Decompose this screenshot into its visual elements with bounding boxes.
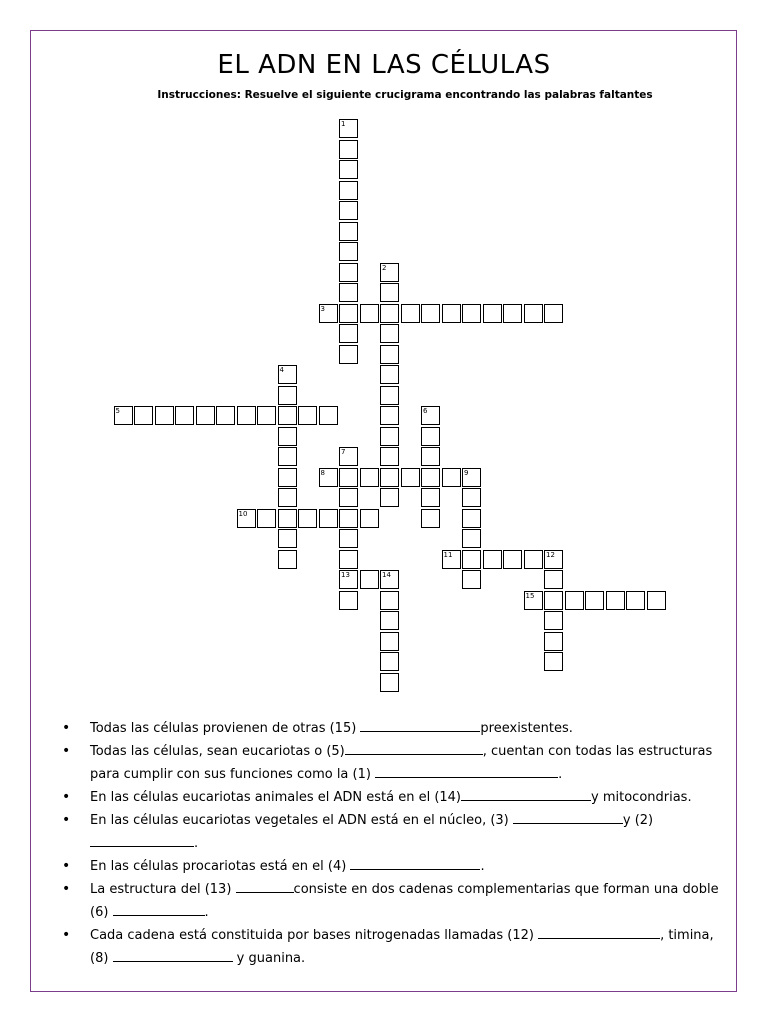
crossword-cell[interactable]: [339, 201, 358, 220]
crossword-cell[interactable]: [339, 345, 358, 364]
crossword-cell[interactable]: [360, 570, 379, 589]
answer-blank[interactable]: [375, 763, 558, 778]
crossword-cell[interactable]: [503, 550, 522, 569]
crossword-cell[interactable]: [380, 468, 399, 487]
crossword-cell[interactable]: [462, 570, 481, 589]
answer-blank[interactable]: [350, 855, 480, 870]
clue-number: 3: [320, 304, 325, 313]
crossword-cell[interactable]: [257, 509, 276, 528]
crossword-cell[interactable]: [278, 488, 297, 507]
crossword-cell[interactable]: [278, 468, 297, 487]
crossword-cell[interactable]: [175, 406, 194, 425]
clue-number: 14: [382, 571, 391, 579]
crossword-cell[interactable]: [544, 632, 563, 651]
crossword-cell[interactable]: [544, 591, 563, 610]
crossword-cell[interactable]: [421, 447, 440, 466]
answer-blank[interactable]: [360, 717, 480, 732]
crossword-cell[interactable]: [442, 304, 461, 323]
crossword-cell[interactable]: [339, 140, 358, 159]
crossword-cell[interactable]: [339, 509, 358, 528]
crossword-cell[interactable]: [339, 222, 358, 241]
crossword-cell[interactable]: [278, 550, 297, 569]
crossword-cell[interactable]: [380, 427, 399, 446]
crossword-cell[interactable]: [380, 324, 399, 343]
crossword-cell[interactable]: [380, 386, 399, 405]
crossword-cell[interactable]: [339, 324, 358, 343]
crossword-cell[interactable]: [360, 509, 379, 528]
crossword-cell[interactable]: [380, 673, 399, 692]
crossword-cell[interactable]: [380, 304, 399, 323]
answer-blank[interactable]: [513, 809, 623, 824]
crossword-cell[interactable]: [380, 652, 399, 671]
clue-item: • En las células eucariotas animales el ADN está en el (14) y mitocondrias.: [62, 786, 727, 809]
crossword-cell[interactable]: [278, 427, 297, 446]
crossword-cell[interactable]: [339, 304, 358, 323]
crossword-cell[interactable]: [421, 488, 440, 507]
crossword-cell[interactable]: [278, 529, 297, 548]
crossword-cell[interactable]: [421, 509, 440, 528]
crossword-cell[interactable]: [319, 406, 338, 425]
crossword-cell[interactable]: [462, 509, 481, 528]
crossword-cell[interactable]: [278, 509, 297, 528]
clue-number: 8: [320, 468, 325, 477]
clue-number: 11: [443, 550, 453, 559]
answer-blank[interactable]: [113, 901, 205, 916]
crossword-cell[interactable]: [278, 447, 297, 466]
crossword-cell[interactable]: [134, 406, 153, 425]
clue-number: 5: [115, 407, 120, 415]
crossword-cell[interactable]: [298, 509, 317, 528]
crossword-cell[interactable]: [462, 304, 481, 323]
crossword-cell[interactable]: [380, 406, 399, 425]
answer-blank[interactable]: [345, 740, 483, 755]
crossword-cell[interactable]: [565, 591, 584, 610]
answer-blank[interactable]: [461, 786, 591, 801]
clue-number: 1: [341, 120, 346, 128]
crossword-cell[interactable]: [380, 632, 399, 651]
crossword-cell[interactable]: [237, 406, 256, 425]
crossword-cell[interactable]: [339, 529, 358, 548]
crossword-cell[interactable]: [278, 386, 297, 405]
crossword-cell[interactable]: [462, 550, 481, 569]
clue-number: 15: [525, 591, 535, 600]
crossword-cell[interactable]: [196, 406, 215, 425]
clue-item: • La estructura del (13) consiste en dos cadenas complementarias que forman una doble (6) .: [62, 878, 727, 924]
crossword-cell[interactable]: [606, 591, 625, 610]
clue-number: 6: [423, 407, 428, 415]
crossword-cell[interactable]: [401, 468, 420, 487]
crossword-cell[interactable]: [380, 611, 399, 630]
crossword-cell[interactable]: [647, 591, 666, 610]
crossword-cell[interactable]: [503, 304, 522, 323]
answer-blank[interactable]: [538, 924, 660, 939]
clue-item: • Todas las células provienen de otras (15) preexistentes.: [62, 717, 727, 740]
instructions: Instrucciones: Resuelve el siguiente crucigrama encontrando las palabras faltantes: [157, 89, 653, 101]
crossword-cell[interactable]: [319, 509, 338, 528]
crossword-cell[interactable]: [524, 304, 543, 323]
clue-item: • En las células eucariotas vegetales el ADN está en el núcleo, (3) y (2) .: [62, 809, 727, 855]
clue-item: • En las células procariotas está en el (4) .: [62, 855, 727, 878]
crossword-cell[interactable]: [380, 365, 399, 384]
crossword-cell[interactable]: [626, 591, 645, 610]
crossword-cell[interactable]: [360, 468, 379, 487]
crossword-cell[interactable]: [339, 488, 358, 507]
answer-blank[interactable]: [90, 832, 194, 847]
crossword-cell[interactable]: [544, 304, 563, 323]
crossword-cell[interactable]: [585, 591, 604, 610]
crossword-cell[interactable]: [483, 304, 502, 323]
crossword-cell[interactable]: [544, 652, 563, 671]
crossword-cell[interactable]: [483, 550, 502, 569]
crossword-cell[interactable]: [380, 591, 399, 610]
crossword-cell[interactable]: [380, 447, 399, 466]
crossword-cell[interactable]: [339, 242, 358, 261]
crossword-cell[interactable]: [278, 406, 297, 425]
crossword-cell[interactable]: [339, 181, 358, 200]
crossword-cell[interactable]: [339, 550, 358, 569]
crossword-cell[interactable]: [442, 468, 461, 487]
crossword-cell[interactable]: [462, 529, 481, 548]
crossword-cell[interactable]: [401, 304, 420, 323]
page-title: EL ADN EN LAS CÉLULAS: [217, 50, 551, 80]
crossword-cell[interactable]: [421, 468, 440, 487]
crossword-cell[interactable]: [339, 160, 358, 179]
answer-blank[interactable]: [236, 878, 294, 893]
clue-item: • Cada cadena está constituida por bases nitrogenadas llamadas (12) , timina, (8) y guanina.: [62, 924, 727, 970]
clue-item: • Todas las células, sean eucariotas o (5) , cuentan con todas las estructuras para cumplir con sus funciones como la (1) .: [62, 740, 727, 786]
crossword-cell[interactable]: [462, 488, 481, 507]
crossword-cell[interactable]: [544, 570, 563, 589]
crossword-cell[interactable]: [339, 468, 358, 487]
crossword-cell[interactable]: [421, 304, 440, 323]
clue-list: [62, 717, 727, 970]
crossword-cell[interactable]: [380, 345, 399, 364]
crossword-cell[interactable]: [257, 406, 276, 425]
crossword-cell[interactable]: [339, 283, 358, 302]
clue-number: 2: [382, 263, 387, 272]
crossword-cell[interactable]: [155, 406, 174, 425]
clue-number: 7: [341, 448, 346, 456]
answer-blank[interactable]: [113, 947, 233, 962]
crossword-cell[interactable]: [360, 304, 379, 323]
clue-number: 12: [546, 550, 555, 559]
crossword-cell[interactable]: [339, 263, 358, 282]
clue-number: 10: [238, 509, 248, 518]
crossword-cell[interactable]: [298, 406, 317, 425]
clue-number: 13: [341, 571, 350, 579]
crossword-cell[interactable]: [544, 611, 563, 630]
clue-number: 9: [464, 468, 469, 477]
crossword-cell[interactable]: [216, 406, 235, 425]
crossword-cell[interactable]: [380, 283, 399, 302]
crossword-cell[interactable]: [339, 591, 358, 610]
clue-number: 4: [279, 366, 284, 374]
crossword-cell[interactable]: [380, 488, 399, 507]
crossword-cell[interactable]: [421, 427, 440, 446]
crossword-cell[interactable]: [524, 550, 543, 569]
